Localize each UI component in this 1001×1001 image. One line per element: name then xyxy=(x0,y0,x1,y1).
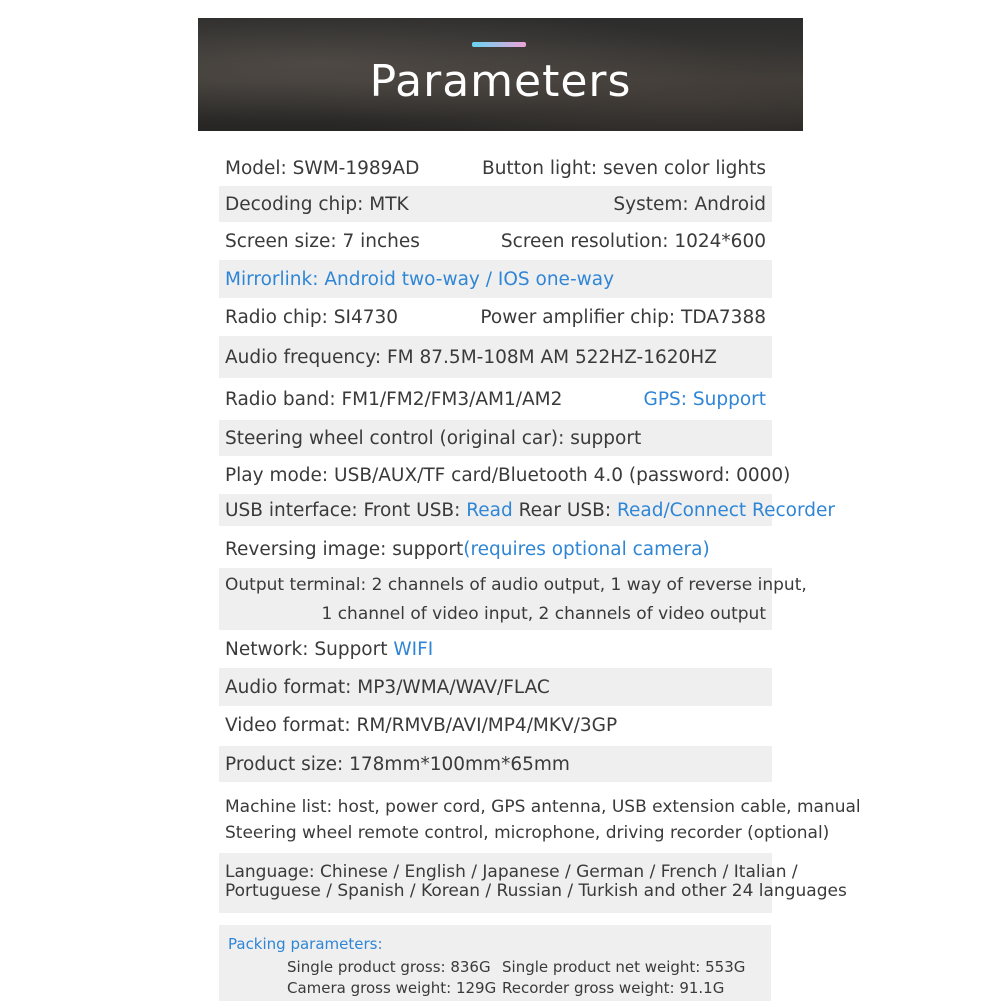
machine-line-1: Machine list: host, power cord, GPS antenna, USB extension cable, manual xyxy=(225,797,861,817)
mirrorlink-text: Mirrorlink: Android two-way / IOS one-way xyxy=(225,268,615,290)
camera-gross-weight: Camera gross weight: 129G xyxy=(287,979,497,997)
spec-row-decoding xyxy=(219,186,772,222)
button-light-text: Button light: seven color lights xyxy=(482,157,766,179)
spec-row-mirrorlink xyxy=(219,260,772,298)
spec-row-radio-chip xyxy=(219,298,772,336)
radio-band-text: Radio band: FM1/FM2/FM3/AM1/AM2 xyxy=(225,388,563,410)
output-line-1: Output terminal: 2 channels of audio output, 1 way of reverse input, xyxy=(225,575,807,595)
network-prefix: Network: Support xyxy=(225,638,394,660)
spec-row-network xyxy=(219,630,772,668)
network-text xyxy=(225,639,433,660)
spec-row-language xyxy=(219,853,847,913)
power-amp-text: Power amplifier chip: TDA7388 xyxy=(480,306,766,328)
recorder-gross-weight: Recorder gross weight: 91.1G xyxy=(502,979,725,997)
spec-row-screen xyxy=(219,222,772,260)
single-product-net-weight: Single product net weight: 553G xyxy=(502,958,746,976)
reversing-note: (requires optional camera) xyxy=(463,538,710,560)
spec-row-radio-band xyxy=(219,378,772,420)
play-mode-text: Play mode: USB/AUX/TF card/Bluetooth 4.0 (password: 0000) xyxy=(225,464,791,486)
product-size-text: Product size: 178mm*100mm*65mm xyxy=(225,753,570,775)
usb-mid: Rear USB: xyxy=(512,499,617,521)
spec-row-model xyxy=(219,150,772,186)
banner-accent-bar xyxy=(472,42,526,47)
usb-rear-value: Read/Connect Recorder xyxy=(616,499,835,521)
spec-row-audio-frequency xyxy=(219,336,772,378)
parameters-banner xyxy=(198,18,803,131)
usb-prefix: USB interface: Front USB: xyxy=(225,499,467,521)
spec-row-product-size xyxy=(219,746,772,782)
screen-size-text: Screen size: 7 inches xyxy=(225,230,420,252)
spec-row-machine-list xyxy=(219,794,861,846)
audio-format-text: Audio format: MP3/WMA/WAV/FLAC xyxy=(225,676,550,698)
usb-front-value: Read xyxy=(466,499,513,521)
system-text: System: Android xyxy=(613,193,766,215)
spec-row-steering xyxy=(219,420,772,456)
language-line-2: Portuguese / Spanish / Korean / Russian / Turkish and other 24 languages xyxy=(225,881,847,901)
spec-row-audio-format xyxy=(219,668,772,706)
steering-text: Steering wheel control (original car): support xyxy=(225,427,642,449)
spec-row-reversing xyxy=(219,530,772,568)
page-title: Parameters xyxy=(369,56,632,107)
audio-frequency-text: Audio frequency: FM 87.5M-108M AM 522HZ-1620HZ xyxy=(225,346,717,368)
spec-row-output-terminal xyxy=(219,568,807,630)
machine-line-2: Steering wheel remote control, microphone, driving recorder (optional) xyxy=(225,823,830,843)
spec-row-usb xyxy=(219,494,835,526)
network-wifi: WIFI xyxy=(393,638,434,660)
usb-interface-text xyxy=(225,500,835,521)
reversing-prefix: Reversing image: support xyxy=(225,538,464,560)
language-line-1: Language: Chinese / English / Japanese / German / French / Italian / xyxy=(225,862,798,882)
spec-row-video-format xyxy=(219,706,772,744)
screen-resolution-text: Screen resolution: 1024*600 xyxy=(500,230,766,252)
model-text: Model: SWM-1989AD xyxy=(225,157,420,179)
decoding-chip-text: Decoding chip: MTK xyxy=(225,193,409,215)
packing-title: Packing parameters: xyxy=(228,935,383,953)
gps-text: GPS: Support xyxy=(643,388,766,410)
video-format-text: Video format: RM/RMVB/AVI/MP4/MKV/3GP xyxy=(225,714,618,736)
single-product-gross: Single product gross: 836G xyxy=(287,958,491,976)
packing-parameters-panel xyxy=(219,925,771,1001)
radio-chip-text: Radio chip: SI4730 xyxy=(225,306,399,328)
output-line-2: 1 channel of video input, 2 channels of video output xyxy=(321,604,766,624)
spec-row-play-mode xyxy=(219,456,791,494)
reversing-text xyxy=(225,539,710,560)
